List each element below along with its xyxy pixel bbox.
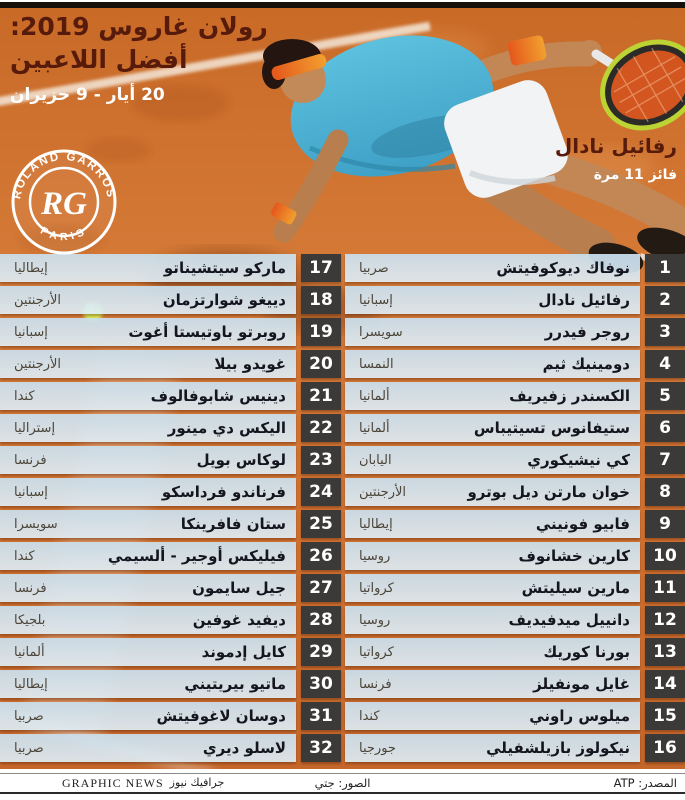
player-country: كندا — [14, 548, 35, 564]
row-strip — [0, 574, 296, 602]
player-name: ماتيو بيريتيني — [184, 675, 286, 693]
logo-arc-text: ROLAND GARROS — [11, 150, 117, 201]
player-country: جورجيا — [359, 740, 396, 756]
rank-badge: 8 — [645, 478, 685, 506]
table-row — [345, 382, 685, 410]
player-country: روسيا — [359, 548, 391, 564]
rank-badge: 4 — [645, 350, 685, 378]
table-row — [345, 350, 685, 378]
rank-badge: 17 — [301, 254, 341, 282]
table-row — [0, 702, 341, 730]
row-strip — [345, 670, 640, 698]
player-country: صربيا — [359, 260, 389, 276]
featured-player-name: رفائيل نادال — [554, 134, 677, 158]
player-name: دانييل ميدفيديف — [508, 611, 630, 629]
player-country: ألمانيا — [14, 644, 45, 660]
row-strip — [345, 350, 640, 378]
player-name: دييغو شوارتزمان — [162, 291, 286, 309]
table-row — [0, 350, 341, 378]
player-country: إسبانيا — [14, 324, 48, 340]
featured-player-caption — [555, 134, 677, 183]
player-name: بورنا كوريك — [543, 643, 630, 661]
row-strip — [0, 350, 296, 378]
table-row — [0, 382, 341, 410]
row-strip — [0, 702, 296, 730]
row-strip — [0, 478, 296, 506]
row-strip — [345, 286, 640, 314]
rg-monogram: RG — [41, 186, 87, 222]
rank-badge: 30 — [301, 670, 341, 698]
player-country: إيطاليا — [359, 516, 393, 532]
table-row — [345, 606, 685, 634]
rank-badge: 5 — [645, 382, 685, 410]
row-strip — [0, 414, 296, 442]
photo-credit: الصور: جتي — [314, 776, 371, 790]
table-row — [345, 638, 685, 666]
player-country: إيطاليا — [14, 676, 48, 692]
player-name: دينيس شابوفالوف — [150, 387, 286, 405]
row-strip — [0, 606, 296, 634]
table-row — [0, 542, 341, 570]
rank-badge: 1 — [645, 254, 685, 282]
player-country: ألمانيا — [359, 420, 390, 436]
player-name: لاسلو ديري — [202, 739, 286, 757]
footer — [0, 769, 685, 800]
player-name: فابيو فونيني — [535, 515, 630, 533]
row-strip — [345, 638, 640, 666]
table-row — [345, 542, 685, 570]
table-row — [0, 606, 341, 634]
table-row — [345, 254, 685, 282]
row-strip — [0, 638, 296, 666]
player-name: غايل مونفيلز — [533, 675, 630, 693]
player-country: إيطاليا — [14, 260, 48, 276]
player-name: كي نيشيكوري — [527, 451, 630, 469]
logo-paris-text: PARIS — [38, 224, 90, 244]
table-row — [345, 446, 685, 474]
featured-player-note: فائز 11 مرة — [593, 167, 677, 183]
rank-badge: 7 — [645, 446, 685, 474]
table-row — [345, 734, 685, 762]
row-strip — [0, 286, 296, 314]
rank-badge: 3 — [645, 318, 685, 346]
player-name: رفائيل نادال — [538, 291, 630, 309]
rank-badge: 13 — [645, 638, 685, 666]
player-country: صربيا — [14, 708, 44, 724]
row-strip — [0, 734, 296, 762]
row-strip — [345, 606, 640, 634]
row-strip — [0, 254, 296, 282]
agency-credit-ar: جرافيك نيوز — [169, 776, 225, 789]
table-row — [0, 638, 341, 666]
agency-credit-en: GRAPHIC NEWS — [62, 776, 164, 790]
row-strip — [0, 542, 296, 570]
player-name: دوسان لاغوفيتش — [156, 707, 286, 725]
table-row — [345, 574, 685, 602]
player-name: مارين سيليتش — [521, 579, 630, 597]
rank-badge: 10 — [645, 542, 685, 570]
ranking-column-1-16 — [345, 254, 685, 766]
rank-badge: 23 — [301, 446, 341, 474]
rank-badge: 28 — [301, 606, 341, 634]
title-line-2: أفضل اللاعبين — [10, 45, 188, 74]
row-strip — [0, 382, 296, 410]
player-country: الأرجنتين — [14, 292, 62, 308]
rank-badge: 12 — [645, 606, 685, 634]
player-country: إسبانيا — [359, 292, 393, 308]
player-name: ميلوس راوني — [529, 707, 630, 725]
footer-bottom-rule — [0, 792, 685, 794]
player-country: الأرجنتين — [14, 356, 62, 372]
row-strip — [345, 574, 640, 602]
rank-badge: 27 — [301, 574, 341, 602]
ranking-column-17-32 — [0, 254, 341, 766]
player-country: كندا — [14, 388, 35, 404]
player-name: فرناندو فرداسكو — [161, 483, 286, 501]
agency-credit — [62, 775, 224, 791]
rank-badge: 2 — [645, 286, 685, 314]
rank-badge: 16 — [645, 734, 685, 762]
player-name: روجر فيدرر — [544, 323, 630, 341]
rank-badge: 19 — [301, 318, 341, 346]
player-country: سويسرا — [359, 324, 403, 340]
player-name: كايل إدموند — [201, 643, 286, 661]
player-name: لوكاس بويل — [196, 451, 286, 469]
rank-badge: 9 — [645, 510, 685, 538]
player-country: اليابان — [359, 452, 392, 468]
footer-top-rule — [0, 773, 685, 774]
table-row — [0, 254, 341, 282]
table-row — [345, 670, 685, 698]
row-strip — [345, 542, 640, 570]
player-country: كندا — [359, 708, 380, 724]
header-title-block — [10, 10, 268, 105]
table-row — [0, 734, 341, 762]
player-name: نوفاك ديوكوفيتش — [496, 259, 630, 277]
player-name: ستيفانوس تسيتيباس — [473, 419, 630, 437]
player-name: الكسندر زفيريف — [509, 387, 630, 405]
rank-badge: 32 — [301, 734, 341, 762]
rank-badge: 22 — [301, 414, 341, 442]
player-name: ماركو سيتشيناتو — [163, 259, 286, 277]
row-strip — [345, 734, 640, 762]
rank-badge: 15 — [645, 702, 685, 730]
row-strip — [0, 446, 296, 474]
row-strip — [345, 478, 640, 506]
table-row — [0, 574, 341, 602]
rank-badge: 18 — [301, 286, 341, 314]
rank-badge: 24 — [301, 478, 341, 506]
rank-badge: 25 — [301, 510, 341, 538]
player-country: فرنسا — [14, 452, 47, 468]
rank-badge: 29 — [301, 638, 341, 666]
player-name: ستان فافرينكا — [180, 515, 286, 533]
top-black-bar — [0, 2, 685, 8]
player-country: كرواتيا — [359, 580, 394, 596]
rank-badge: 6 — [645, 414, 685, 442]
player-name: خوان مارتن ديل بوترو — [467, 483, 630, 501]
table-row — [345, 702, 685, 730]
table-row — [345, 286, 685, 314]
table-row — [345, 318, 685, 346]
player-country: سويسرا — [14, 516, 58, 532]
player-country: الأرجنتين — [359, 484, 407, 500]
player-name: دومينيك ثيم — [542, 355, 630, 373]
source-credit: المصدر: ATP — [613, 776, 677, 790]
player-name: اليكس دي مينور — [167, 419, 286, 437]
table-row — [345, 414, 685, 442]
player-name: ديفيد غوفين — [192, 611, 286, 629]
row-strip — [345, 318, 640, 346]
row-strip — [345, 254, 640, 282]
row-strip — [345, 414, 640, 442]
player-country: صربيا — [14, 740, 44, 756]
row-strip — [345, 382, 640, 410]
row-strip — [345, 510, 640, 538]
player-name: فيليكس أوجير - ألسيمي — [107, 547, 286, 565]
player-name: نيكولوز بازيلشفيلي — [486, 739, 630, 757]
table-row — [345, 478, 685, 506]
table-row — [345, 510, 685, 538]
player-country: إستراليا — [14, 420, 56, 436]
rank-badge: 31 — [301, 702, 341, 730]
player-country: كرواتيا — [359, 644, 394, 660]
player-name: روبرتو باوتيستا أغوت — [128, 323, 286, 341]
roland-garros-logo — [8, 146, 120, 258]
player-country: فرنسا — [14, 580, 47, 596]
player-country: بلجيكا — [14, 612, 46, 628]
player-name: كارين خشانوف — [518, 547, 630, 565]
title-line-1: رولان غاروس 2019: — [10, 12, 268, 41]
table-row — [0, 318, 341, 346]
player-name: جيل سايمون — [192, 579, 286, 597]
rank-badge: 21 — [301, 382, 341, 410]
table-row — [0, 446, 341, 474]
table-row — [0, 414, 341, 442]
table-row — [0, 286, 341, 314]
player-country: ألمانيا — [359, 388, 390, 404]
player-country: النمسا — [359, 356, 394, 372]
rank-badge: 20 — [301, 350, 341, 378]
table-row — [0, 670, 341, 698]
date-range: 20 أيار - 9 حزيران — [10, 85, 165, 105]
player-country: فرنسا — [359, 676, 392, 692]
player-country: روسيا — [359, 612, 391, 628]
rank-badge: 14 — [645, 670, 685, 698]
rank-badge: 26 — [301, 542, 341, 570]
row-strip — [345, 446, 640, 474]
row-strip — [0, 318, 296, 346]
row-strip — [0, 510, 296, 538]
table-row — [0, 510, 341, 538]
row-strip — [345, 702, 640, 730]
player-country: إسبانيا — [14, 484, 48, 500]
table-row — [0, 478, 341, 506]
player-name: غويدو بيلا — [214, 355, 286, 373]
rank-badge: 11 — [645, 574, 685, 602]
row-strip — [0, 670, 296, 698]
